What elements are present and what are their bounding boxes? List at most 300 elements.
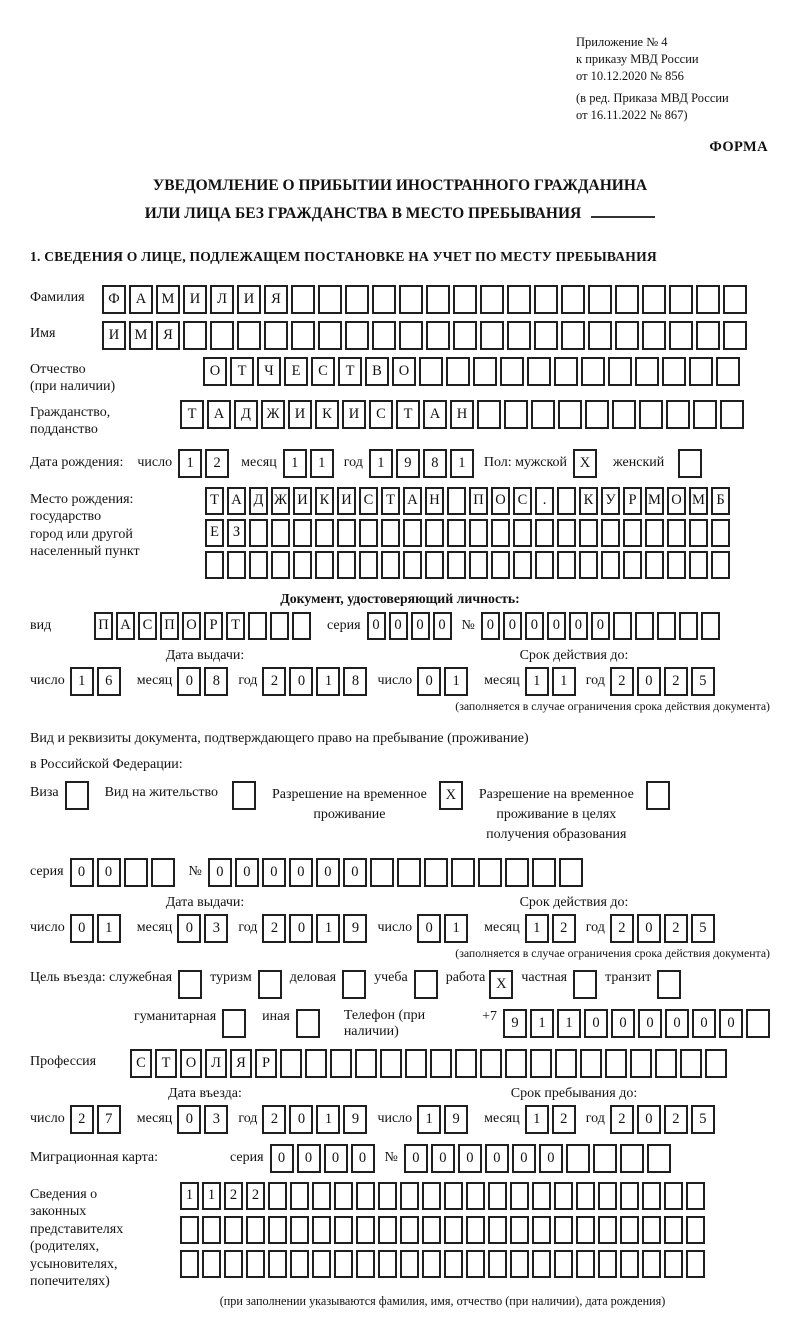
purpose-commercial-checkbox-cell[interactable] — [342, 970, 366, 999]
legal-reps-cells-row1-cell[interactable] — [312, 1182, 331, 1210]
sex-female-checkbox-cell[interactable] — [678, 449, 702, 478]
migration-series-cells-cell[interactable]: 0 — [270, 1144, 294, 1173]
birth-place-cells-row1-cell[interactable]: С — [513, 487, 532, 515]
birth-place-cells-row3-cell[interactable] — [271, 551, 290, 579]
doc-expiry-day-cells-cell[interactable]: 0 — [417, 667, 441, 696]
doc-expiry-day-cells-cell[interactable]: 1 — [444, 667, 468, 696]
legal-reps-cells-row2-cell[interactable] — [554, 1216, 573, 1244]
migration-series-cells-cell[interactable]: 0 — [297, 1144, 321, 1173]
legal-reps-cells-row2-cell[interactable] — [510, 1216, 529, 1244]
birth-place-cells-row1-cell[interactable]: И — [337, 487, 356, 515]
doc-type-cells-cell[interactable]: П — [94, 612, 113, 640]
migration-number-cells-cell[interactable]: 0 — [404, 1144, 428, 1173]
surname-cells-cell[interactable]: Ф — [102, 285, 126, 314]
birth-year-cells-cell[interactable]: 1 — [369, 449, 393, 478]
citizenship-cells-cell[interactable] — [531, 400, 555, 429]
surname-cells-cell[interactable] — [507, 285, 531, 314]
surname-cells-cell[interactable] — [669, 285, 693, 314]
entry-year-cells-cell[interactable]: 1 — [316, 1105, 340, 1134]
profession-cells-cell[interactable] — [630, 1049, 652, 1078]
permit-series-cells-cell[interactable]: 0 — [70, 858, 94, 887]
birth-place-cells-row3-cell[interactable] — [601, 551, 620, 579]
birth-place-cells-row3-cell[interactable] — [469, 551, 488, 579]
legal-reps-cells-row3-cell[interactable] — [224, 1250, 243, 1278]
legal-reps-cells-row1-cell[interactable] — [488, 1182, 507, 1210]
entry-day-cells-cell[interactable]: 7 — [97, 1105, 121, 1134]
birth-year-cells-cell[interactable]: 1 — [450, 449, 474, 478]
doc-series-cells-cell[interactable]: 0 — [367, 612, 386, 640]
legal-reps-cells-row3-cell[interactable] — [334, 1250, 353, 1278]
visa-checkbox-cell[interactable] — [65, 781, 89, 810]
birth-place-cells-row2-cell[interactable] — [535, 519, 554, 547]
legal-reps-cells-row2-cell[interactable] — [356, 1216, 375, 1244]
migration-number-cells-cell[interactable]: 0 — [485, 1144, 509, 1173]
name-cells-cell[interactable] — [426, 321, 450, 350]
birth-place-cells-row3-cell[interactable] — [535, 551, 554, 579]
permit-series-cells-cell[interactable] — [124, 858, 148, 887]
doc-number-cells-cell[interactable] — [679, 612, 698, 640]
birth-place-cells-row2-cell[interactable] — [293, 519, 312, 547]
patronymic-cells-cell[interactable] — [581, 357, 605, 386]
permit-expiry-year-cells-cell[interactable]: 2 — [664, 914, 688, 943]
permit-issue-year-cells-cell[interactable]: 0 — [289, 914, 313, 943]
legal-reps-cells-row3-cell[interactable] — [686, 1250, 705, 1278]
legal-reps-cells-row3-cell[interactable] — [444, 1250, 463, 1278]
surname-cells-cell[interactable] — [318, 285, 342, 314]
patronymic-cells-cell[interactable] — [500, 357, 524, 386]
phone-cells-cell[interactable]: 0 — [638, 1009, 662, 1038]
citizenship-cells-cell[interactable] — [639, 400, 663, 429]
birth-day-cells-cell[interactable]: 2 — [205, 449, 229, 478]
birth-place-cells-row2-cell[interactable] — [271, 519, 290, 547]
surname-cells-cell[interactable] — [615, 285, 639, 314]
profession-cells-cell[interactable] — [380, 1049, 402, 1078]
birth-place-cells-row1-cell[interactable]: М — [645, 487, 664, 515]
phone-cells-cell[interactable]: 9 — [503, 1009, 527, 1038]
birth-place-cells-row2-cell[interactable] — [491, 519, 510, 547]
birth-place-cells-row1-cell[interactable]: У — [601, 487, 620, 515]
legal-reps-cells-row3-cell[interactable] — [642, 1250, 661, 1278]
birth-place-cells-row1-cell[interactable]: Т — [205, 487, 224, 515]
legal-reps-cells-row1-cell[interactable]: 2 — [224, 1182, 243, 1210]
birth-place-cells-row1-cell[interactable]: Т — [381, 487, 400, 515]
profession-cells-cell[interactable] — [355, 1049, 377, 1078]
profession-cells-cell[interactable]: С — [130, 1049, 152, 1078]
citizenship-cells-cell[interactable] — [585, 400, 609, 429]
profession-cells-cell[interactable] — [530, 1049, 552, 1078]
birth-place-cells-row1-cell[interactable] — [557, 487, 576, 515]
legal-reps-cells-row1-cell[interactable] — [466, 1182, 485, 1210]
birth-place-cells-row1-cell[interactable]: Б — [711, 487, 730, 515]
birth-place-cells-row2-cell[interactable] — [249, 519, 268, 547]
legal-reps-cells-row3-cell[interactable] — [400, 1250, 419, 1278]
birth-place-cells-row1-cell[interactable]: К — [579, 487, 598, 515]
legal-reps-cells-row3-cell[interactable] — [246, 1250, 265, 1278]
legal-reps-cells-row3-cell[interactable] — [356, 1250, 375, 1278]
purpose-private-checkbox-cell[interactable] — [573, 970, 597, 999]
citizenship-cells-cell[interactable] — [477, 400, 501, 429]
permit-issue-month-cells-cell[interactable]: 3 — [204, 914, 228, 943]
permit-number-cells-cell[interactable]: 0 — [235, 858, 259, 887]
permit-number-cells-cell[interactable] — [478, 858, 502, 887]
legal-reps-cells-row1-cell[interactable]: 1 — [180, 1182, 199, 1210]
permit-expiry-year-cells-cell[interactable]: 0 — [637, 914, 661, 943]
legal-reps-cells-row3-cell[interactable] — [378, 1250, 397, 1278]
phone-cells-cell[interactable] — [746, 1009, 770, 1038]
name-cells-cell[interactable] — [318, 321, 342, 350]
profession-cells-cell[interactable] — [405, 1049, 427, 1078]
doc-expiry-year-cells-cell[interactable]: 2 — [610, 667, 634, 696]
citizenship-cells-cell[interactable] — [504, 400, 528, 429]
permit-number-cells-cell[interactable]: 0 — [343, 858, 367, 887]
migration-number-cells-cell[interactable]: 0 — [539, 1144, 563, 1173]
birth-place-cells-row3-cell[interactable] — [359, 551, 378, 579]
birth-place-cells-row2-cell[interactable] — [315, 519, 334, 547]
doc-series-cells-cell[interactable]: 0 — [389, 612, 408, 640]
birth-place-cells-row3-cell[interactable] — [645, 551, 664, 579]
name-cells-cell[interactable] — [237, 321, 261, 350]
migration-series-cells-cell[interactable]: 0 — [324, 1144, 348, 1173]
patronymic-cells-cell[interactable] — [662, 357, 686, 386]
citizenship-cells-cell[interactable] — [693, 400, 717, 429]
legal-reps-cells-row2-cell[interactable] — [642, 1216, 661, 1244]
legal-reps-cells-row2-cell[interactable] — [664, 1216, 683, 1244]
profession-cells-cell[interactable] — [655, 1049, 677, 1078]
doc-type-cells-cell[interactable]: А — [116, 612, 135, 640]
birth-place-cells-row3-cell[interactable] — [491, 551, 510, 579]
permit-issue-year-cells-cell[interactable]: 2 — [262, 914, 286, 943]
name-cells-cell[interactable] — [345, 321, 369, 350]
name-cells-cell[interactable] — [642, 321, 666, 350]
phone-cells-cell[interactable]: 1 — [557, 1009, 581, 1038]
name-cells-cell[interactable] — [291, 321, 315, 350]
surname-cells-cell[interactable] — [534, 285, 558, 314]
name-cells-cell[interactable] — [696, 321, 720, 350]
legal-reps-cells-row1-cell[interactable] — [686, 1182, 705, 1210]
legal-reps-cells-row3-cell[interactable] — [290, 1250, 309, 1278]
purpose-study-checkbox-cell[interactable] — [414, 970, 438, 999]
name-cells-cell[interactable]: И — [102, 321, 126, 350]
permit-issue-day-cells-cell[interactable]: 0 — [70, 914, 94, 943]
birth-place-cells-row1-cell[interactable]: С — [359, 487, 378, 515]
profession-cells-cell[interactable] — [430, 1049, 452, 1078]
doc-expiry-year-cells-cell[interactable]: 5 — [691, 667, 715, 696]
surname-cells-cell[interactable] — [723, 285, 747, 314]
birth-place-cells-row3-cell[interactable] — [425, 551, 444, 579]
doc-expiry-month-cells-cell[interactable]: 1 — [525, 667, 549, 696]
permit-number-cells-cell[interactable]: 0 — [262, 858, 286, 887]
doc-issue-year-cells-cell[interactable]: 1 — [316, 667, 340, 696]
birth-year-cells-cell[interactable]: 8 — [423, 449, 447, 478]
permit-series-cells-cell[interactable] — [151, 858, 175, 887]
legal-reps-cells-row2-cell[interactable] — [224, 1216, 243, 1244]
patronymic-cells-cell[interactable]: С — [311, 357, 335, 386]
name-cells-cell[interactable]: М — [129, 321, 153, 350]
permit-number-cells-cell[interactable] — [559, 858, 583, 887]
phone-cells-cell[interactable]: 1 — [530, 1009, 554, 1038]
profession-cells-cell[interactable] — [455, 1049, 477, 1078]
name-cells-cell[interactable] — [669, 321, 693, 350]
birth-place-cells-row2-cell[interactable] — [381, 519, 400, 547]
patronymic-cells-cell[interactable]: Т — [338, 357, 362, 386]
citizenship-cells-cell[interactable]: Н — [450, 400, 474, 429]
birth-place-cells-row2-cell[interactable] — [711, 519, 730, 547]
legal-reps-cells-row1-cell[interactable] — [422, 1182, 441, 1210]
legal-reps-cells-row3-cell[interactable] — [664, 1250, 683, 1278]
name-cells-cell[interactable] — [372, 321, 396, 350]
entry-day-cells-cell[interactable]: 2 — [70, 1105, 94, 1134]
birth-place-cells-row2-cell[interactable] — [337, 519, 356, 547]
edu-permit-checkbox-cell[interactable] — [646, 781, 670, 810]
name-cells-cell[interactable] — [453, 321, 477, 350]
birth-place-cells-row2-cell[interactable]: З — [227, 519, 246, 547]
birth-place-cells-row2-cell[interactable] — [623, 519, 642, 547]
doc-type-cells-cell[interactable] — [248, 612, 267, 640]
legal-reps-cells-row2-cell[interactable] — [246, 1216, 265, 1244]
birth-place-cells-row1-cell[interactable]: Ж — [271, 487, 290, 515]
legal-reps-cells-row1-cell[interactable] — [576, 1182, 595, 1210]
doc-series-cells-cell[interactable]: 0 — [411, 612, 430, 640]
legal-reps-cells-row3-cell[interactable] — [554, 1250, 573, 1278]
legal-reps-cells-row3-cell[interactable] — [488, 1250, 507, 1278]
legal-reps-cells-row2-cell[interactable] — [334, 1216, 353, 1244]
doc-type-cells-cell[interactable] — [292, 612, 311, 640]
birth-place-cells-row1-cell[interactable] — [447, 487, 466, 515]
migration-number-cells-cell[interactable]: 0 — [458, 1144, 482, 1173]
birth-place-cells-row1-cell[interactable]: А — [227, 487, 246, 515]
birth-place-cells-row3-cell[interactable] — [689, 551, 708, 579]
purpose-humanitarian-checkbox-cell[interactable] — [222, 1009, 246, 1038]
birth-place-cells-row1-cell[interactable]: А — [403, 487, 422, 515]
profession-cells-cell[interactable] — [580, 1049, 602, 1078]
surname-cells-cell[interactable] — [642, 285, 666, 314]
legal-reps-cells-row1-cell[interactable]: 1 — [202, 1182, 221, 1210]
profession-cells-cell[interactable] — [330, 1049, 352, 1078]
legal-reps-cells-row2-cell[interactable] — [598, 1216, 617, 1244]
surname-cells-cell[interactable]: Я — [264, 285, 288, 314]
stay-day-cells-cell[interactable]: 9 — [444, 1105, 468, 1134]
legal-reps-cells-row3-cell[interactable] — [620, 1250, 639, 1278]
birth-place-cells-row1-cell[interactable]: Д — [249, 487, 268, 515]
patronymic-cells-cell[interactable] — [446, 357, 470, 386]
patronymic-cells-cell[interactable] — [473, 357, 497, 386]
birth-place-cells-row1-cell[interactable]: И — [293, 487, 312, 515]
entry-month-cells-cell[interactable]: 3 — [204, 1105, 228, 1134]
doc-type-cells-cell[interactable]: О — [182, 612, 201, 640]
doc-issue-day-cells-cell[interactable]: 6 — [97, 667, 121, 696]
legal-reps-cells-row2-cell[interactable] — [378, 1216, 397, 1244]
permit-number-cells-cell[interactable]: 0 — [316, 858, 340, 887]
permit-issue-year-cells-cell[interactable]: 9 — [343, 914, 367, 943]
patronymic-cells-cell[interactable] — [716, 357, 740, 386]
birth-place-cells-row1-cell[interactable]: К — [315, 487, 334, 515]
surname-cells-cell[interactable] — [453, 285, 477, 314]
sex-male-checkbox-cell[interactable]: X — [573, 449, 597, 478]
surname-cells-cell[interactable] — [561, 285, 585, 314]
birth-place-cells-row3-cell[interactable] — [249, 551, 268, 579]
doc-issue-day-cells-cell[interactable]: 1 — [70, 667, 94, 696]
doc-number-cells-cell[interactable]: 0 — [525, 612, 544, 640]
birth-place-cells-row1-cell[interactable]: Н — [425, 487, 444, 515]
patronymic-cells-cell[interactable]: В — [365, 357, 389, 386]
birth-place-cells-row2-cell[interactable] — [667, 519, 686, 547]
name-cells-cell[interactable] — [561, 321, 585, 350]
doc-number-cells-cell[interactable]: 0 — [547, 612, 566, 640]
permit-expiry-year-cells-cell[interactable]: 2 — [610, 914, 634, 943]
doc-number-cells-cell[interactable] — [613, 612, 632, 640]
legal-reps-cells-row1-cell[interactable] — [532, 1182, 551, 1210]
birth-place-cells-row1-cell[interactable]: О — [667, 487, 686, 515]
phone-cells-cell[interactable]: 0 — [584, 1009, 608, 1038]
phone-cells-cell[interactable]: 0 — [692, 1009, 716, 1038]
purpose-tourism-checkbox-cell[interactable] — [258, 970, 282, 999]
name-cells-cell[interactable] — [507, 321, 531, 350]
birth-place-cells-row2-cell[interactable] — [403, 519, 422, 547]
legal-reps-cells-row2-cell[interactable] — [422, 1216, 441, 1244]
legal-reps-cells-row1-cell[interactable] — [510, 1182, 529, 1210]
birth-place-cells-row3-cell[interactable] — [623, 551, 642, 579]
citizenship-cells-cell[interactable] — [666, 400, 690, 429]
citizenship-cells-cell[interactable] — [558, 400, 582, 429]
legal-reps-cells-row2-cell[interactable] — [488, 1216, 507, 1244]
permit-number-cells-cell[interactable]: 0 — [208, 858, 232, 887]
doc-type-cells-cell[interactable]: С — [138, 612, 157, 640]
doc-issue-month-cells-cell[interactable]: 8 — [204, 667, 228, 696]
patronymic-cells-cell[interactable] — [689, 357, 713, 386]
surname-cells-cell[interactable] — [696, 285, 720, 314]
doc-number-cells-cell[interactable]: 0 — [591, 612, 610, 640]
name-cells-cell[interactable] — [534, 321, 558, 350]
citizenship-cells-cell[interactable]: К — [315, 400, 339, 429]
legal-reps-cells-row2-cell[interactable] — [686, 1216, 705, 1244]
birth-place-cells-row3-cell[interactable] — [205, 551, 224, 579]
legal-reps-cells-row1-cell[interactable]: 2 — [246, 1182, 265, 1210]
birth-place-cells-row2-cell[interactable] — [447, 519, 466, 547]
legal-reps-cells-row2-cell[interactable] — [202, 1216, 221, 1244]
migration-number-cells-cell[interactable] — [620, 1144, 644, 1173]
birth-place-cells-row3-cell[interactable] — [711, 551, 730, 579]
doc-number-cells-cell[interactable] — [635, 612, 654, 640]
citizenship-cells-cell[interactable]: Т — [396, 400, 420, 429]
doc-number-cells-cell[interactable]: 0 — [569, 612, 588, 640]
profession-cells-cell[interactable]: Л — [205, 1049, 227, 1078]
stay-year-cells-cell[interactable]: 2 — [664, 1105, 688, 1134]
profession-cells-cell[interactable] — [705, 1049, 727, 1078]
birth-day-cells-cell[interactable]: 1 — [178, 449, 202, 478]
birth-place-cells-row2-cell[interactable] — [689, 519, 708, 547]
migration-number-cells-cell[interactable] — [593, 1144, 617, 1173]
citizenship-cells-cell[interactable]: С — [369, 400, 393, 429]
surname-cells-cell[interactable]: Л — [210, 285, 234, 314]
permit-expiry-day-cells-cell[interactable]: 1 — [444, 914, 468, 943]
legal-reps-cells-row3-cell[interactable] — [598, 1250, 617, 1278]
migration-number-cells-cell[interactable] — [566, 1144, 590, 1173]
patronymic-cells-cell[interactable]: О — [392, 357, 416, 386]
doc-type-cells-cell[interactable] — [270, 612, 289, 640]
patronymic-cells-cell[interactable] — [419, 357, 443, 386]
profession-cells-cell[interactable] — [555, 1049, 577, 1078]
migration-number-cells-cell[interactable]: 0 — [431, 1144, 455, 1173]
citizenship-cells-cell[interactable]: А — [207, 400, 231, 429]
legal-reps-cells-row3-cell[interactable] — [422, 1250, 441, 1278]
permit-number-cells-cell[interactable] — [370, 858, 394, 887]
name-cells-cell[interactable] — [210, 321, 234, 350]
legal-reps-cells-row1-cell[interactable] — [444, 1182, 463, 1210]
permit-expiry-day-cells-cell[interactable]: 0 — [417, 914, 441, 943]
stay-month-cells-cell[interactable]: 2 — [552, 1105, 576, 1134]
birth-place-cells-row3-cell[interactable] — [403, 551, 422, 579]
surname-cells-cell[interactable] — [426, 285, 450, 314]
phone-cells-cell[interactable]: 0 — [719, 1009, 743, 1038]
purpose-work-checkbox-cell[interactable]: X — [489, 970, 513, 999]
surname-cells-cell[interactable]: М — [156, 285, 180, 314]
name-cells-cell[interactable] — [399, 321, 423, 350]
birth-place-cells-row3-cell[interactable] — [447, 551, 466, 579]
birth-month-cells-cell[interactable]: 1 — [283, 449, 307, 478]
permit-issue-day-cells-cell[interactable]: 1 — [97, 914, 121, 943]
doc-number-cells-cell[interactable]: 0 — [481, 612, 500, 640]
citizenship-cells-cell[interactable] — [720, 400, 744, 429]
birth-place-cells-row2-cell[interactable]: Е — [205, 519, 224, 547]
surname-cells-cell[interactable]: И — [237, 285, 261, 314]
legal-reps-cells-row1-cell[interactable] — [356, 1182, 375, 1210]
legal-reps-cells-row1-cell[interactable] — [400, 1182, 419, 1210]
birth-place-cells-row1-cell[interactable]: О — [491, 487, 510, 515]
citizenship-cells-cell[interactable]: А — [423, 400, 447, 429]
purpose-transit-checkbox-cell[interactable] — [657, 970, 681, 999]
legal-reps-cells-row2-cell[interactable] — [400, 1216, 419, 1244]
birth-place-cells-row1-cell[interactable]: . — [535, 487, 554, 515]
profession-cells-cell[interactable] — [305, 1049, 327, 1078]
stay-year-cells-cell[interactable]: 5 — [691, 1105, 715, 1134]
entry-year-cells-cell[interactable]: 2 — [262, 1105, 286, 1134]
doc-number-cells-cell[interactable] — [657, 612, 676, 640]
permit-expiry-month-cells-cell[interactable]: 1 — [525, 914, 549, 943]
patronymic-cells-cell[interactable] — [527, 357, 551, 386]
birth-place-cells-row2-cell[interactable] — [645, 519, 664, 547]
profession-cells-cell[interactable]: Т — [155, 1049, 177, 1078]
purpose-other-checkbox-cell[interactable] — [296, 1009, 320, 1038]
name-cells-cell[interactable] — [480, 321, 504, 350]
permit-number-cells-cell[interactable] — [424, 858, 448, 887]
permit-expiry-month-cells-cell[interactable]: 2 — [552, 914, 576, 943]
name-cells-cell[interactable] — [183, 321, 207, 350]
surname-cells-cell[interactable]: А — [129, 285, 153, 314]
birth-place-cells-row3-cell[interactable] — [557, 551, 576, 579]
migration-number-cells-cell[interactable]: 0 — [512, 1144, 536, 1173]
legal-reps-cells-row2-cell[interactable] — [290, 1216, 309, 1244]
citizenship-cells-cell[interactable]: И — [342, 400, 366, 429]
legal-reps-cells-row1-cell[interactable] — [598, 1182, 617, 1210]
legal-reps-cells-row3-cell[interactable] — [532, 1250, 551, 1278]
doc-expiry-month-cells-cell[interactable]: 1 — [552, 667, 576, 696]
doc-issue-year-cells-cell[interactable]: 0 — [289, 667, 313, 696]
doc-type-cells-cell[interactable]: П — [160, 612, 179, 640]
permit-number-cells-cell[interactable] — [505, 858, 529, 887]
doc-issue-month-cells-cell[interactable]: 0 — [177, 667, 201, 696]
doc-issue-year-cells-cell[interactable]: 8 — [343, 667, 367, 696]
profession-cells-cell[interactable] — [480, 1049, 502, 1078]
doc-issue-year-cells-cell[interactable]: 2 — [262, 667, 286, 696]
legal-reps-cells-row3-cell[interactable] — [268, 1250, 287, 1278]
legal-reps-cells-row2-cell[interactable] — [312, 1216, 331, 1244]
permit-issue-month-cells-cell[interactable]: 0 — [177, 914, 201, 943]
doc-type-cells-cell[interactable]: Р — [204, 612, 223, 640]
legal-reps-cells-row1-cell[interactable] — [334, 1182, 353, 1210]
legal-reps-cells-row3-cell[interactable] — [202, 1250, 221, 1278]
birth-place-cells-row3-cell[interactable] — [315, 551, 334, 579]
legal-reps-cells-row1-cell[interactable] — [664, 1182, 683, 1210]
